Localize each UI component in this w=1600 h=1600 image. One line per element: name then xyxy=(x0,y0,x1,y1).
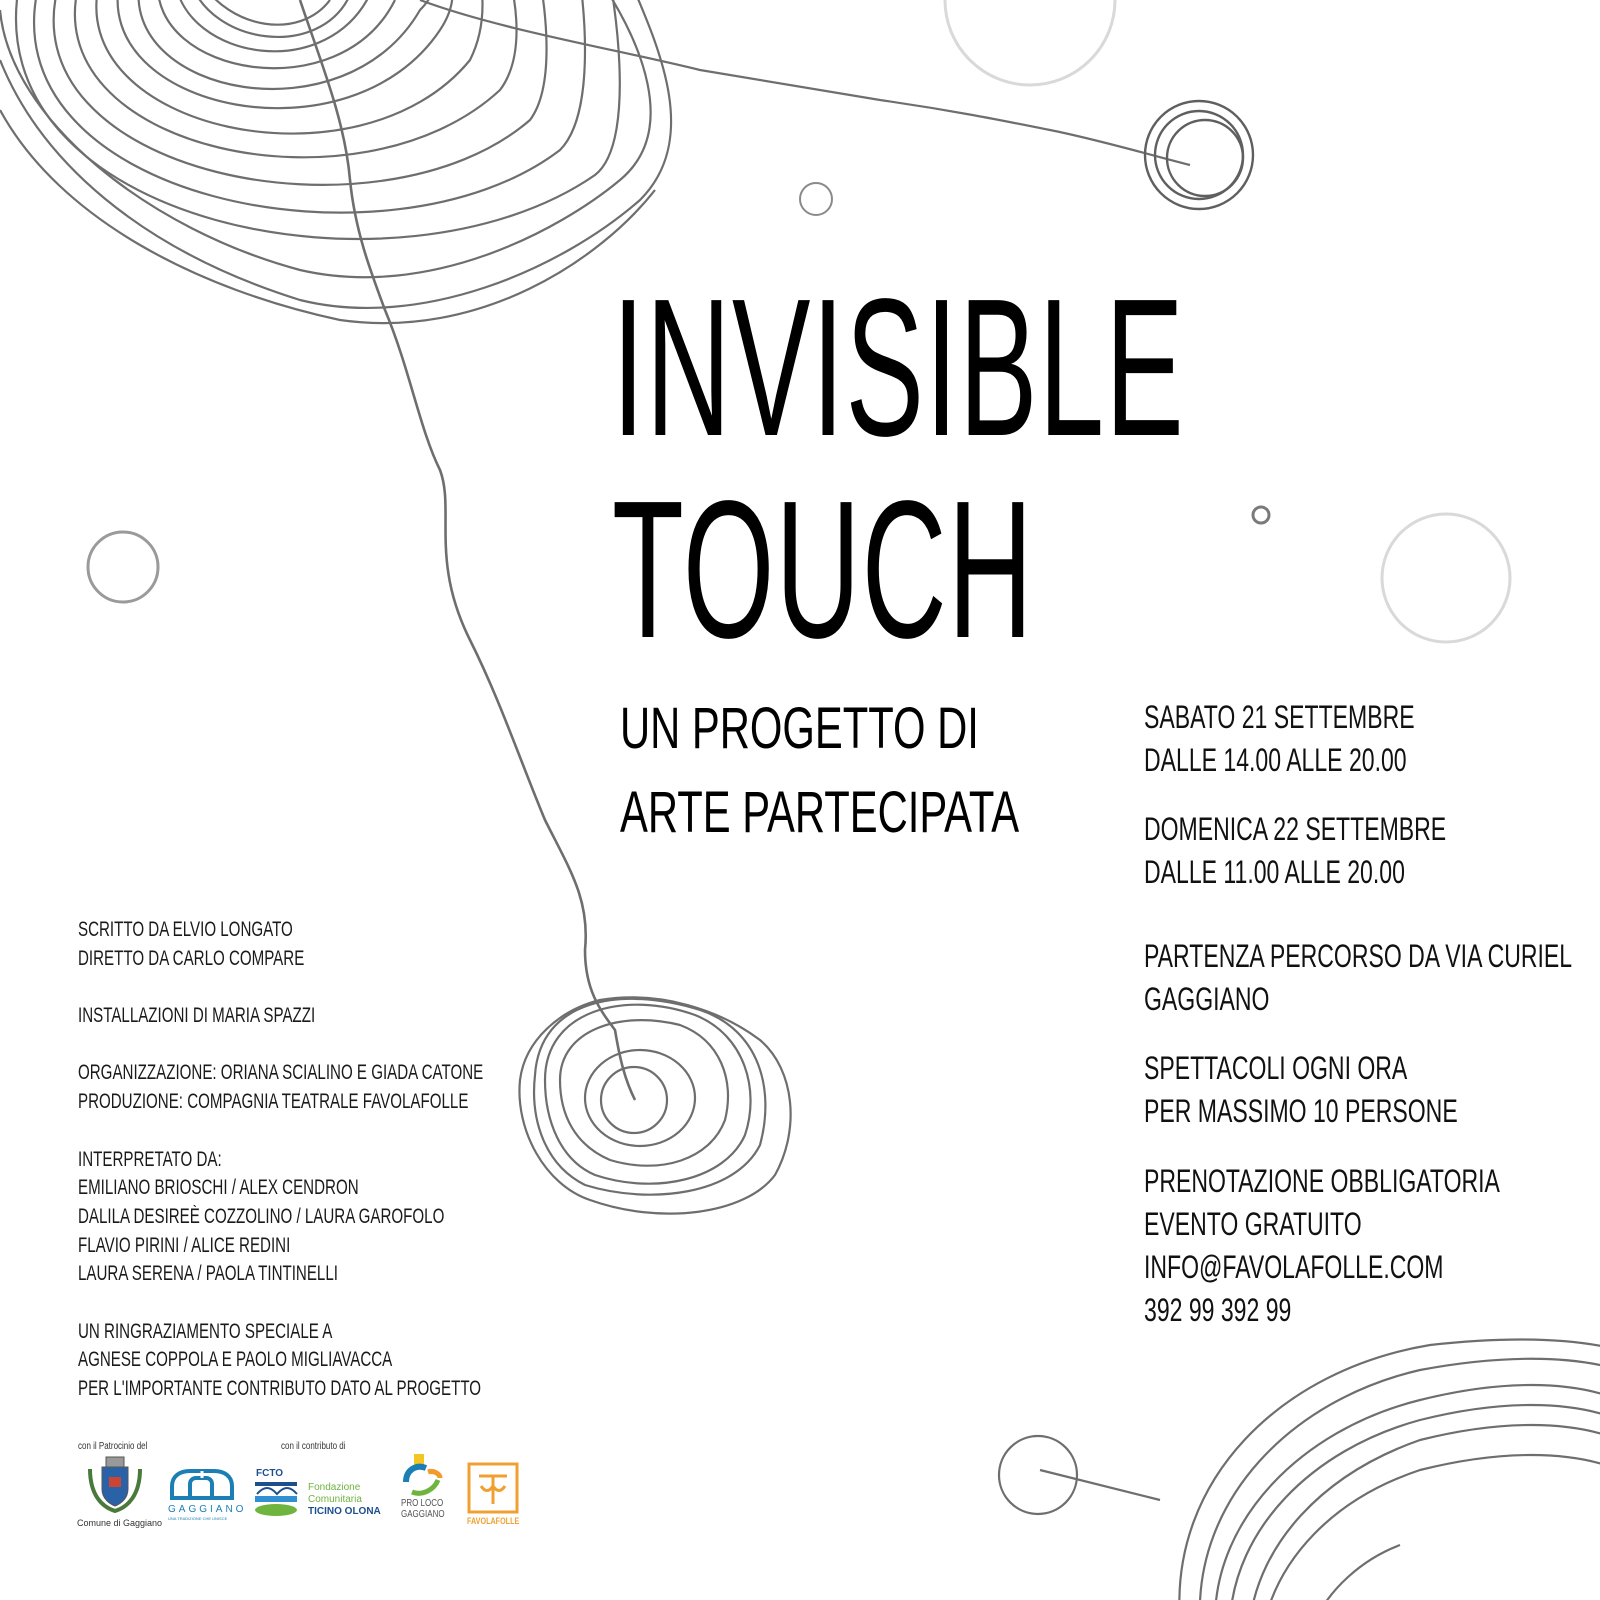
booking-phone[interactable]: 392 99 392 99 xyxy=(1144,1292,1292,1328)
fcto-line-3: TICINO OLONA xyxy=(308,1506,381,1517)
location-line-1: PARTENZA PERCORSO DA VIA CURIEL xyxy=(1144,938,1573,974)
performers-label: INTERPRETATO DA: xyxy=(78,1147,222,1171)
booking-info xyxy=(1144,1160,1584,1332)
performer-pair: LAURA SERENA / PAOLA TINTINELLI xyxy=(78,1262,338,1286)
performer-pair: FLAVIO PIRINI / ALICE REDINI xyxy=(78,1233,291,1257)
light-circle-right xyxy=(1382,514,1510,642)
subtitle-line-1: UN PROGETTO DI xyxy=(620,696,979,761)
thanks-line: PER L'IMPORTANTE CONTRIBUTO DATO AL PROGETTO xyxy=(78,1377,482,1400)
credit-installations: INSTALLAZIONI DI MARIA SPAZZI xyxy=(78,1004,316,1028)
schedule-hours: DALLE 14.00 ALLE 20.00 xyxy=(1144,742,1407,778)
fcto-logo xyxy=(254,1468,384,1520)
crest-icon xyxy=(80,1455,150,1515)
light-circle-top xyxy=(945,0,1115,85)
performer-pair: EMILIANO BRIOSCHI / ALEX CENDRON xyxy=(78,1176,359,1200)
credit-written: SCRITTO DA ELVIO LONGATO xyxy=(78,918,293,941)
ring-top-right xyxy=(1145,101,1253,209)
performer-pair: DALILA DESIREÈ COZZOLINO / LAURA GAROFOLO xyxy=(78,1204,445,1228)
tiny-circle-right xyxy=(1253,507,1269,523)
circle-left xyxy=(88,532,158,602)
gaggiano-name: GAGGIANO xyxy=(168,1504,247,1515)
credit-production: PRODUZIONE: COMPAGNIA TEATRALE FAVOLAFOLLE xyxy=(78,1090,469,1114)
favolafolle-mark-icon xyxy=(467,1462,519,1514)
schedule-day: SABATO 21 SETTEMBRE xyxy=(1144,699,1415,735)
fcto-line-1: Fondazione xyxy=(308,1482,361,1493)
credits-block xyxy=(78,916,641,1404)
small-circle-top xyxy=(800,183,832,215)
gaggiano-tagline: UNA TRADIZIONE CHE UNISCE xyxy=(168,1516,228,1521)
thanks-line: AGNESE COPPOLA E PAOLO MIGLIAVACCA xyxy=(78,1348,393,1372)
schedule-hours: DALLE 11.00 ALLE 20.00 xyxy=(1144,854,1405,890)
proloco-logo xyxy=(398,1454,448,1524)
contour-rings-bottom-right xyxy=(999,1340,1600,1600)
fcto-short: FCTO xyxy=(256,1468,284,1479)
thread-line-top xyxy=(420,0,1190,165)
proloco-line-1: PRO LOCO xyxy=(401,1498,444,1509)
thanks-line: UN RINGRAZIAMENTO SPECIALE A xyxy=(78,1319,333,1343)
gaggiano-logo xyxy=(166,1468,247,1521)
credit-organization: ORGANIZZAZIONE: ORIANA SCIALINO E GIADA CATONE xyxy=(78,1061,484,1085)
credit-directed: DIRETTO DA CARLO COMPARE xyxy=(78,946,305,970)
favolafolle-name: FAVOLAFOLLE xyxy=(467,1516,520,1526)
patronage-label: con il Patrocinio del xyxy=(78,1441,148,1452)
subtitle-line-2: ARTE PARTECIPATA xyxy=(620,780,1020,845)
shows-line-2: PER MASSIMO 10 PERSONE xyxy=(1144,1093,1458,1129)
circle-bottom xyxy=(999,1436,1077,1514)
proloco-mark-icon xyxy=(398,1454,444,1498)
shows-info xyxy=(1144,1047,1584,1133)
fcto-bridge-icon xyxy=(254,1480,300,1518)
schedule-saturday xyxy=(1144,696,1584,782)
title-line-1: INVISIBLE xyxy=(612,258,1185,477)
title-line-2: TOUCH xyxy=(612,460,1034,679)
contribution-label: con il contributo di xyxy=(281,1441,346,1452)
booking-free: EVENTO GRATUITO xyxy=(1144,1206,1362,1242)
comune-name: Comune di Gaggiano xyxy=(77,1518,163,1528)
fcto-line-2: Comunitaria xyxy=(308,1494,362,1505)
booking-required: PRENOTAZIONE OBBLIGATORIA xyxy=(1144,1163,1500,1199)
location-line-2: GAGGIANO xyxy=(1144,981,1270,1017)
location-info xyxy=(1144,935,1584,1021)
gaggiano-mark-icon xyxy=(166,1468,238,1504)
comune-logo xyxy=(77,1455,163,1535)
booking-email[interactable]: INFO@FAVOLAFOLLE.COM xyxy=(1144,1249,1444,1285)
schedule-sunday xyxy=(1144,808,1584,894)
contour-rings-top-left xyxy=(0,0,671,323)
schedule-day: DOMENICA 22 SETTEMBRE xyxy=(1144,811,1447,847)
favolafolle-logo xyxy=(467,1462,521,1528)
proloco-line-2: GAGGIANO xyxy=(401,1509,445,1520)
shows-line-1: SPETTACOLI OGNI ORA xyxy=(1144,1050,1408,1086)
